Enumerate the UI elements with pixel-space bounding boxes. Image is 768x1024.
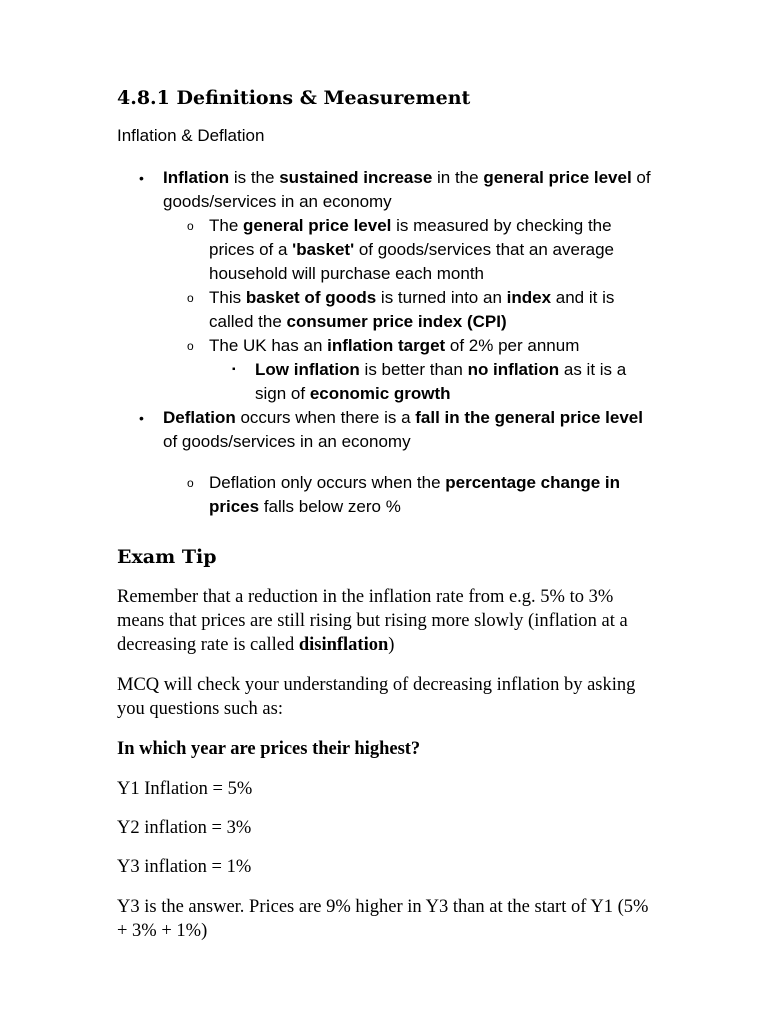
disc-bullet-icon: •	[139, 410, 144, 426]
square-bullet-icon: ▪	[232, 364, 236, 375]
year-3-inflation: Y3 inflation = 1%	[117, 857, 252, 877]
list-item-basket-of-goods: o This basket of goods is turned into an index and it is called the consumer price index (CPI)	[187, 288, 615, 331]
mcq-paragraph: MCQ will check your understanding of decreasing inflation by asking you questions such as:	[117, 675, 636, 719]
exam-tip-paragraph: Remember that a reduction in the inflation rate from e.g. 5% to 3% means that prices are still rising but rising more slowly (inflation at a decreasing rate is called disinflation)	[117, 587, 628, 655]
circle-bullet-icon: o	[187, 291, 194, 305]
answer-paragraph: Y3 is the answer. Prices are 9% higher in Y3 than at the start of Y1 (5% + 3% + 1%)	[117, 897, 649, 941]
section-heading: 4.8.1 Definitions & Measurement	[117, 87, 471, 109]
term-deflation: Deflation	[163, 408, 236, 427]
document-page	[117, 84, 657, 943]
subheading: Inflation & Deflation	[117, 126, 265, 145]
list-item-general-price-level: o The general price level is measured by checking the prices of a 'basket' of goods/services that an average household will purchase each month	[187, 216, 614, 283]
term-inflation: Inflation	[163, 168, 230, 187]
deflation-sublist	[163, 471, 657, 519]
list-item-low-inflation: ▪ Low inflation is better than no inflation as it is a sign of economic growth	[232, 360, 627, 403]
circle-bullet-icon: o	[187, 476, 194, 490]
list-item-inflation-target: o The UK has an inflation target of 2% per annum ▪ Low inflation is better than no inflation as it is a sign of economic growth	[163, 334, 657, 406]
list-spacer	[163, 454, 657, 471]
term-disinflation: disinflation	[298, 635, 389, 655]
inflation-sublist	[163, 214, 657, 406]
disc-bullet-icon: •	[139, 170, 144, 186]
circle-bullet-icon: o	[187, 339, 194, 353]
list-item-deflation: • Deflation occurs when there is a fall in the general price level of goods/services in an economy o Deflation only occurs when the percentage change in prices falls below zero %	[117, 406, 657, 519]
circle-bullet-icon: o	[187, 219, 194, 233]
year-1-inflation: Y1 Inflation = 5%	[117, 779, 253, 799]
definitions-list	[117, 166, 657, 519]
list-item-inflation: • Inflation is the sustained increase in the general price level of goods/services in an economy o The general price level is measured by checking the prices of a 'basket' of goods/services that an average household will purchase each month o This basket of goods is turned into an index and it is called the consumer price index (CPI) o The UK has an inflation target of 2% per annum ▪ Low inflation is better than no inflation as it is a sign of economic growth	[117, 166, 657, 406]
year-2-inflation: Y2 inflation = 3%	[117, 818, 252, 838]
example-question: In which year are prices their highest?	[117, 739, 421, 759]
exam-tip-heading: Exam Tip	[117, 546, 217, 568]
list-item-deflation-condition: o Deflation only occurs when the percentage change in prices falls below zero %	[187, 473, 621, 516]
target-sublist	[209, 358, 657, 406]
